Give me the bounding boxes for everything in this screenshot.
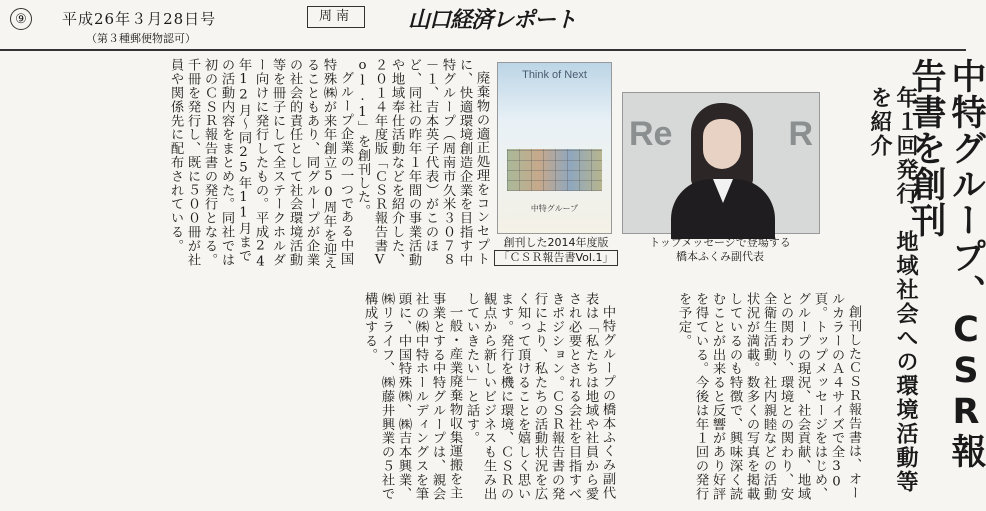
- article-headline: 中特グループ、CSR報告書を創刊: [906, 58, 986, 469]
- vice-president-photo: [622, 92, 820, 234]
- body-text-upper-left: [10, 58, 490, 274]
- issue-number: ⑨: [10, 8, 32, 30]
- backdrop-text-left: Re: [629, 115, 673, 153]
- newspaper-logo: 山口経済レポート: [408, 8, 577, 33]
- issue-date: 平成26年３月28日号: [62, 10, 217, 28]
- person-face: [703, 119, 741, 169]
- cover-collage: [507, 149, 602, 191]
- cover-title: Think of Next: [522, 69, 587, 81]
- person-caption-line2: 橋本ふくみ副代表: [676, 250, 764, 263]
- report-cover-photo: [497, 62, 612, 234]
- header-rule: [0, 49, 966, 51]
- cover-caption: [494, 236, 618, 266]
- paragraph-quote: 中特グループの橋本ふくみ副代表は「私たちは地域や社員から愛され必要とされる会社を目指すべきポジション。ＣＳＲ報告書の発行により、私たちの活動状況を広く知って頂けることを嬉しく思います。発行を機に環境、ＣＳＲの観点から新しいビジネスも生み出していきたい」と話す。: [464, 292, 615, 501]
- paragraph-intro: 廃棄物の適正処理をコンセプトに、快適環境創造企業を目指す中特グループ（周南市久米３０７８－１、吉本英子代表）がこのほど、同社の昨年１年間の事業活動や地域奉仕活動などを紹介した、２０１４年度版「ＣＳＲ報告書Vol.1」を創刊した。: [355, 58, 489, 269]
- paragraph-group-profile: 一般・産業廃棄物収集運搬を主事業とする中特グループは、親会社の㈱中特ホールディングスを筆頭に、中国特殊㈱、㈱吉本興業、㈱リライフ、㈱藤井興業の５社で構成する。: [362, 292, 462, 501]
- cover-caption-line2: 「ＣＳＲ報告書Vol.1」: [494, 250, 618, 266]
- region-label: 周南: [307, 6, 365, 28]
- article-subheadline: 年１回発行、地域社会への環境活動等を紹介: [867, 86, 918, 494]
- body-text-right: [622, 292, 862, 502]
- cover-caption-line1: 創刊した2014年度版: [503, 236, 609, 249]
- backdrop-text-right: R: [788, 115, 813, 153]
- postal-permit: （第３種郵便物認可）: [86, 32, 196, 45]
- paragraph-background: グループ企業の一つである中国特殊㈱が来年創立50周年を迎えることもあり、同グループが企業の社会的責任として社会環境活動等を冊子にして全ステークホルダー向けに発行したもの。平成24年12月～同25年11月までの活動内容をまとめた。同社では初のＣＳＲ報告書の発行となる。千冊を発行し、既に５００冊が社員や関係先に配布されている。: [168, 58, 353, 270]
- paragraph-report-details: 創刊したＣＳＲ報告書は、オールカラーのＡ４サイズで全30頁。トップメッセージをはじめ、グループの現況、社会貢献、地域との関わり、環境との関わり、安全衛生活動、社内親睦などの活動状況が満載。数多くの写真を掲載しているのも特徴で、興味深く読むことが出来ると反響があり好評を得ている。今後は年１回の発行を予定。: [676, 292, 861, 501]
- person-caption: [622, 236, 818, 264]
- person-caption-line1: トップメッセージで登場する: [649, 236, 791, 249]
- body-text-lower-middle: [300, 292, 616, 502]
- cover-logo: 中特グループ: [530, 204, 579, 213]
